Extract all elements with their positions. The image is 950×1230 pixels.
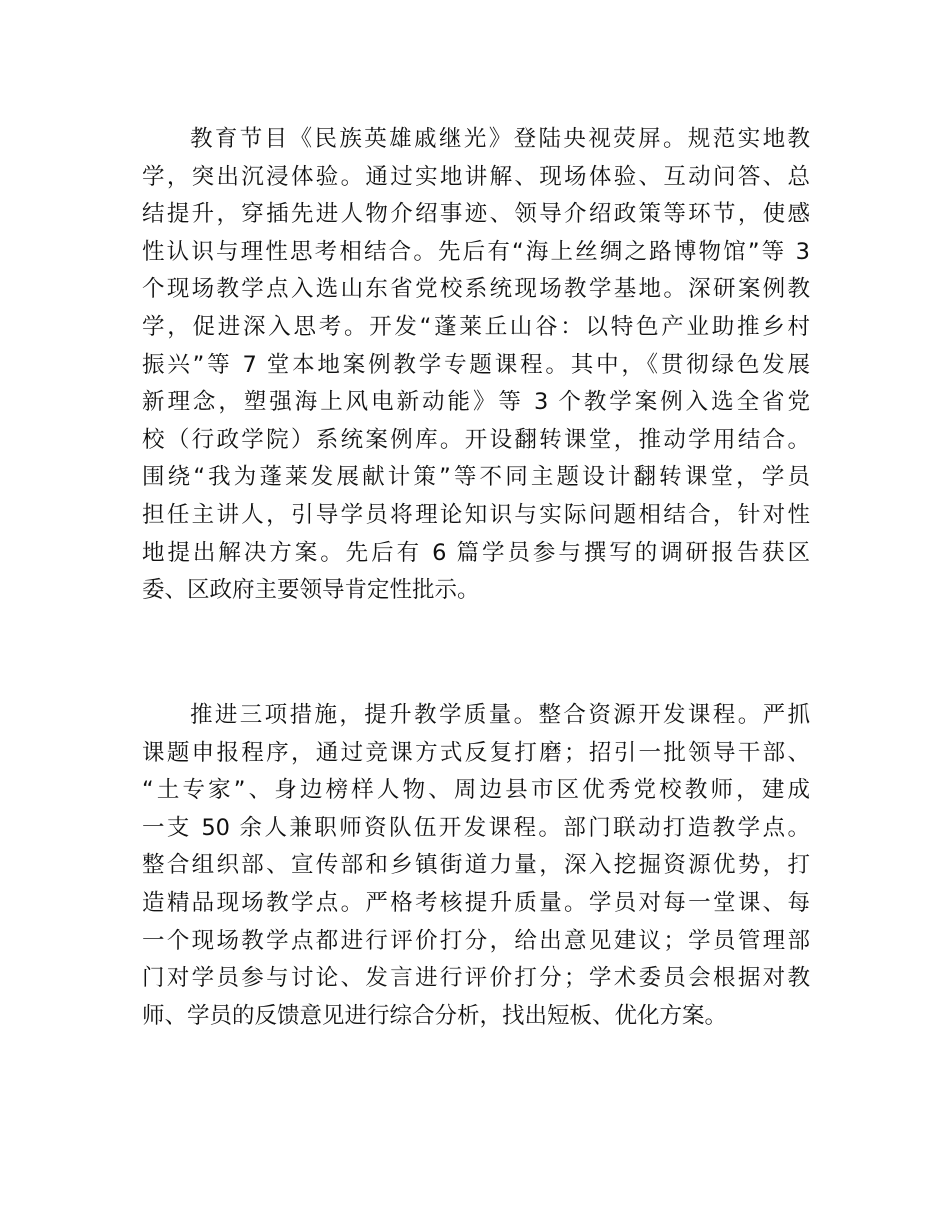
text-line: 新理念，塑强海上风电新动能》等 3 个教学案例入选全省党 — [142, 389, 810, 416]
text-line: 教育节目《民族英雄戚继光》登陆央视荧屏。规范实地教 — [190, 126, 810, 152]
text-line: 结提升，穿插先进人物介绍事迹、领导介绍政策等环节，使感 — [142, 201, 810, 228]
text-line: 性认识与理性思考相结合。先后有“海上丝绸之路博物馆”等 3 — [142, 238, 810, 265]
text-line: 学，突出沉浸体验。通过实地讲解、现场体验、互动问答、总 — [142, 163, 810, 190]
text-line: “土专家”、身边榜样人物、周边县市区优秀党校教师，建成 — [142, 777, 810, 804]
text-line: 师、学员的反馈意见进行综合分析，找出短板、优化方案。 — [142, 1002, 728, 1029]
text-line: 地提出解决方案。先后有 6 篇学员参与撰写的调研报告获区 — [142, 539, 810, 566]
text-line: 围绕“我为蓬莱发展献计策”等不同主题设计翻转课堂，学员 — [142, 464, 810, 491]
text-line: 委、区政府主要领导肯定性批示。 — [142, 577, 480, 604]
text-line: 造精品现场教学点。严格考核提升质量。学员对每一堂课、每 — [142, 889, 810, 916]
text-line: 推进三项措施，提升教学质量。整合资源开发课程。严抓 — [190, 702, 810, 728]
text-line: 一个现场教学点都进行评价打分，给出意见建议；学员管理部 — [142, 927, 810, 954]
text-line: 担任主讲人，引导学员将理论知识与实际问题相结合，针对性 — [142, 501, 810, 528]
text-line: 整合组织部、宣传部和乡镇街道力量，深入挖掘资源优势，打 — [142, 852, 810, 879]
text-line: 课题申报程序，通过竞课方式反复打磨；招引一批领导干部、 — [142, 739, 810, 766]
paragraph-2 — [142, 697, 810, 1035]
text-line: 振兴”等 7 堂本地案例教学专题课程。其中，《贯彻绿色发展 — [142, 351, 810, 378]
text-line: 学，促进深入思考。开发“蓬莱丘山谷：以特色产业助推乡村 — [142, 313, 810, 340]
paragraph-1 — [142, 121, 810, 610]
text-line: 门对学员参与讨论、发言进行评价打分；学术委员会根据对教 — [142, 965, 810, 992]
text-line: 一支 50 余人兼职师资队伍开发课程。部门联动打造教学点。 — [142, 814, 810, 841]
text-line: 个现场教学点入选山东省党校系统现场教学基地。深研案例教 — [142, 276, 810, 303]
text-line: 校（行政学院）系统案例库。开设翻转课堂，推动学用结合。 — [142, 426, 810, 453]
